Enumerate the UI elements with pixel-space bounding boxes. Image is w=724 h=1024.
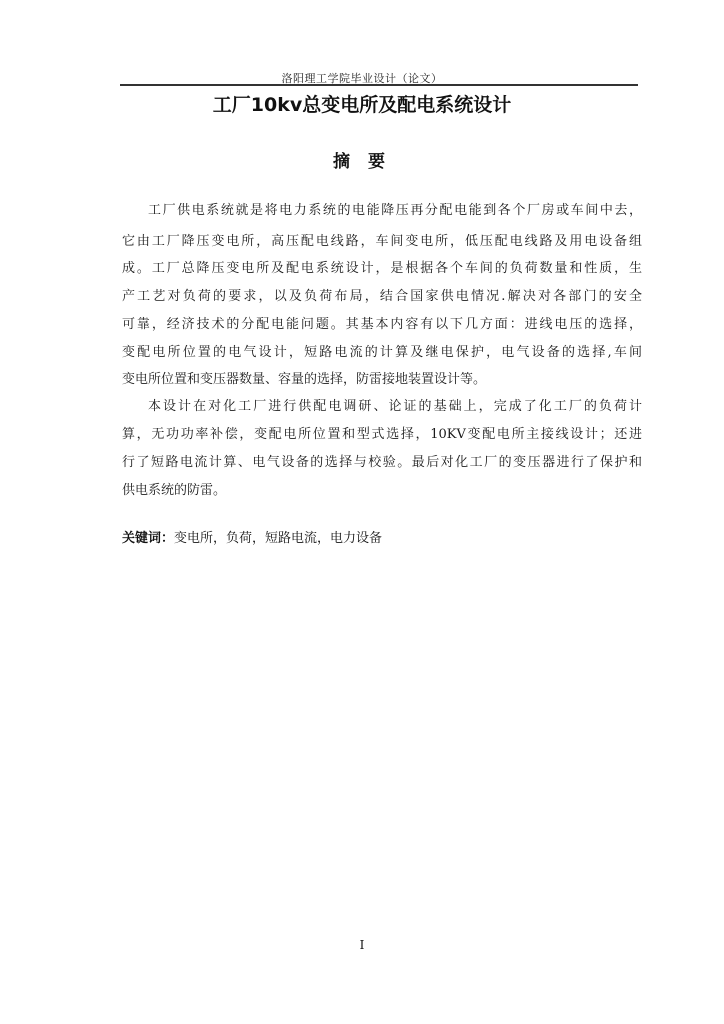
keywords-line (122, 530, 382, 547)
paragraph-line: 变配电所位置的电气设计，短路电流的计算及继电保护，电气设备的选择,车间 (122, 345, 642, 360)
paragraph-line: 算，无功功率补偿，变配电所位置和型式选择，10KV变配电所主接线设计；还进 (122, 427, 642, 442)
running-header: 洛阳理工学院毕业设计（论文） (281, 72, 443, 85)
paragraph-line: 变电所位置和变压器数量、容量的选择，防雷接地装置设计等。 (122, 372, 487, 387)
paragraph-line: 成。工厂总降压变电所及配电系统设计，是根据各个车间的负荷数量和性质，生 (122, 261, 642, 276)
paragraph-line: 它由工厂降压变电所，高压配电线路，车间变电所，低压配电线路及用电设备组 (122, 234, 642, 249)
abstract-heading: 摘 要 (333, 152, 391, 172)
paragraph-line: 供电系统的防雷。 (122, 483, 227, 498)
keywords-text: 变电所，负荷，短路电流，电力设备 (174, 531, 383, 546)
paragraph-line: 产工艺对负荷的要求，以及负荷布局，结合国家供电情况.解决对各部门的安全 (122, 289, 642, 304)
paragraph-line: 工厂供电系统就是将电力系统的电能降压再分配电能到各个厂房或车间中去， (148, 203, 642, 218)
header-rule (120, 84, 638, 86)
page-number: I (359, 938, 365, 952)
paragraph-line: 行了短路电流计算、电气设备的选择与校验。最后对化工厂的变压器进行了保护和 (122, 455, 642, 470)
paragraph-line: 本设计在对化工厂进行供配电调研、论证的基础上，完成了化工厂的负荷计 (148, 399, 642, 414)
keywords-label: 关键词： (122, 531, 175, 546)
document-title: 工厂10kv总变电所及配电系统设计 (212, 94, 512, 116)
paragraph-line: 可靠，经济技术的分配电能问题。其基本内容有以下几方面：进线电压的选择， (122, 317, 642, 332)
